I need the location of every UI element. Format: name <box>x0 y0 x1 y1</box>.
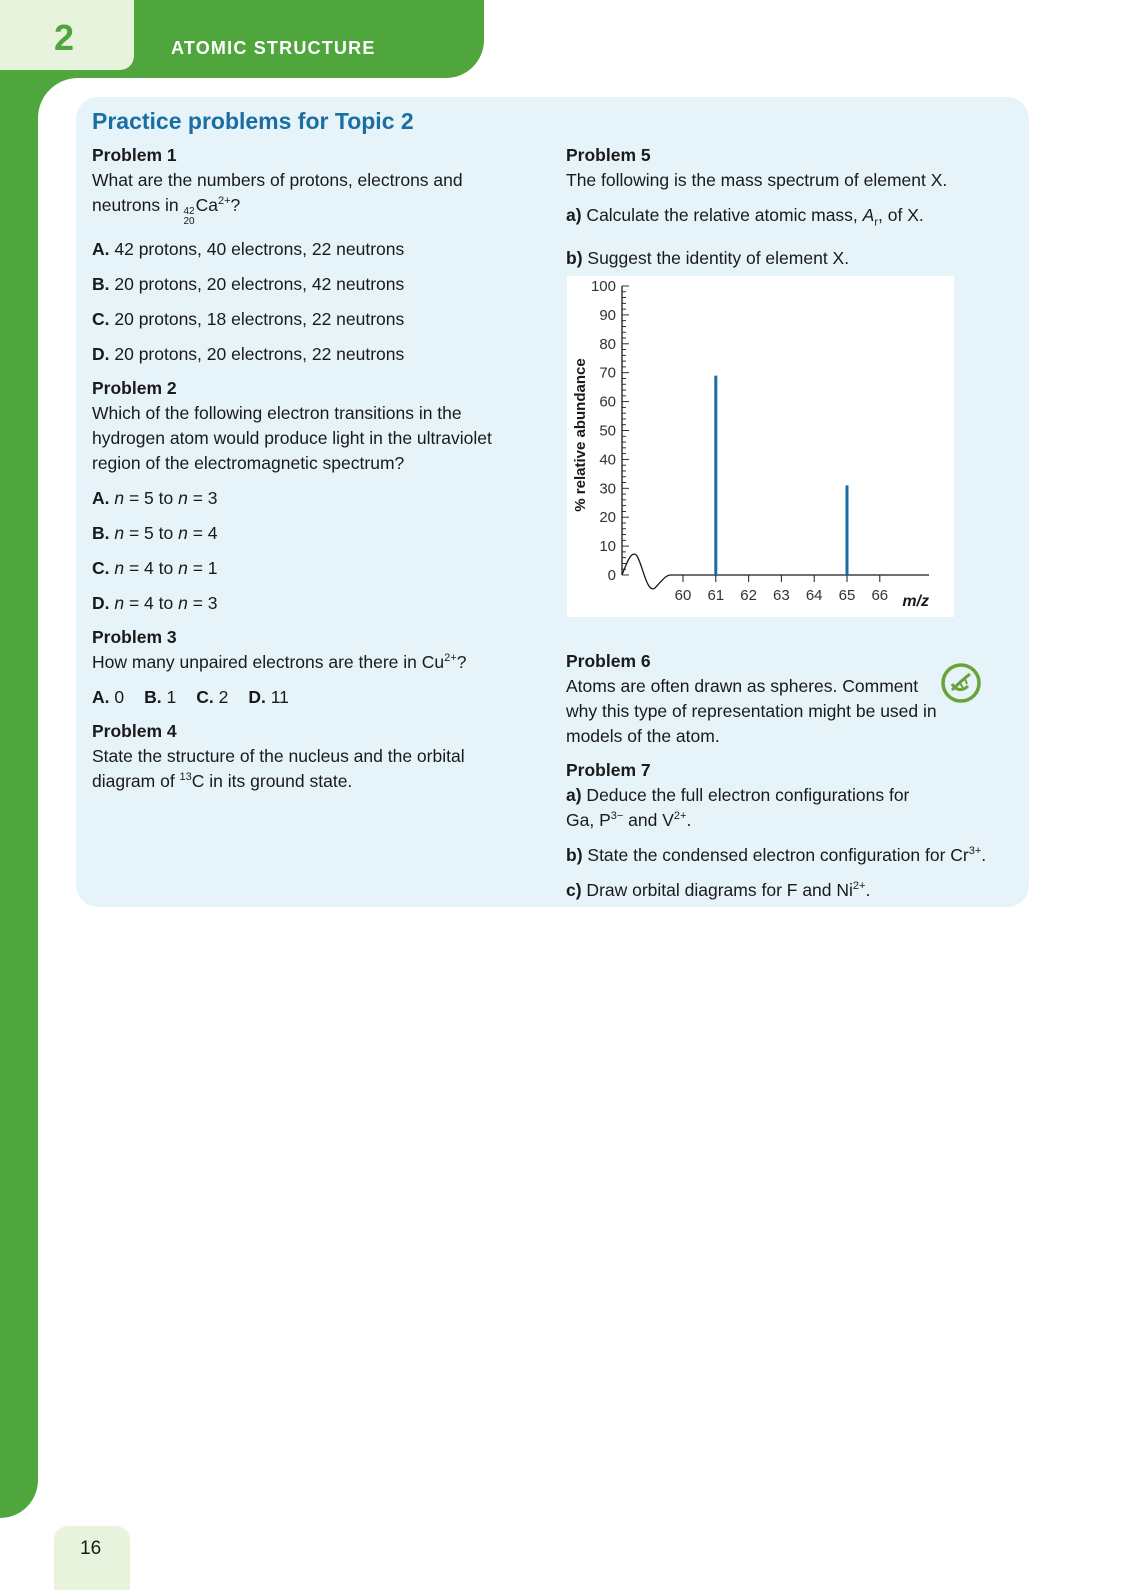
problem-3-option-b: B. 1 <box>144 687 177 707</box>
mass-spectrum-svg <box>567 276 954 617</box>
chart-y-tick-label: 30 <box>599 480 616 498</box>
problem-1-heading: Problem 1 <box>92 145 177 165</box>
chart-x-tick-label: 65 <box>838 587 856 604</box>
chart-y-tick-label: 60 <box>599 393 616 411</box>
chart-y-tick-label: 0 <box>607 567 616 584</box>
problem-6-heading: Problem 6 <box>566 650 651 671</box>
chart-x-axis <box>622 554 929 589</box>
chart-y-tick-label: 50 <box>599 422 616 440</box>
problem-2-option-a: A. n = 5 to n = 3 <box>92 488 218 508</box>
problem-6-text: Atoms are often drawn as spheres. Comment why this type of representation might be used in models of the atom. <box>566 675 937 746</box>
problem-5-heading: Problem 5 <box>566 145 651 165</box>
problem-2-option-b: B. n = 5 to n = 4 <box>92 523 218 543</box>
problem-7-part-c: c) Draw orbital diagrams for F and $Ni^{2+}$. <box>566 879 871 900</box>
chart-x-tick-label: 63 <box>773 587 790 604</box>
problem-3-option-d: D. 11 <box>248 687 289 707</box>
problem-1-option-b: B. 20 protons, 20 electrons, 42 neutrons <box>92 274 405 294</box>
chart-x-axis-label: m/z <box>902 593 929 610</box>
nuclide-notation: 42 20 <box>183 206 195 227</box>
chart-y-tick-label: 40 <box>599 451 616 469</box>
problem-3-option-c: C. 2 <box>196 687 229 707</box>
mass-spectrum-chart <box>567 276 954 617</box>
problem-3-question: How many unpaired electrons are there in $Cu^{2+}$? <box>92 652 467 672</box>
chart-x-tick-label: 64 <box>805 587 823 604</box>
chart-y-tick-label: 70 <box>599 364 616 382</box>
problem-3-options <box>92 685 532 710</box>
problem-4-heading: Problem 4 <box>92 721 177 741</box>
chart-x-tick-label: 61 <box>707 587 725 604</box>
chart-y-axis-label: % relative abundance <box>572 358 589 512</box>
chart-y-tick-label: 80 <box>599 335 616 353</box>
chart-x-tick-label: 60 <box>674 587 692 604</box>
page-number: 16 <box>80 1538 102 1559</box>
section-title: Practice problems for Topic 2 <box>92 108 414 134</box>
problem-2-heading: Problem 2 <box>92 378 177 398</box>
chart-x-tick-label: 62 <box>740 587 757 604</box>
problem-2-option-c: C. n = 4 to n = 1 <box>92 558 218 578</box>
left-column <box>92 143 532 794</box>
chart-x-tick-label: 66 <box>871 587 889 604</box>
chart-y-tick-label: 100 <box>590 278 616 295</box>
problem-7-heading: Problem 7 <box>566 759 651 780</box>
problem-5-intro: The following is the mass spectrum of element X. <box>566 170 948 190</box>
problem-3-option-a: A. 0 <box>92 687 125 707</box>
dna-simulation-icon <box>940 662 982 704</box>
chart-y-tick-label: 10 <box>599 538 616 556</box>
problem-3-heading: Problem 3 <box>92 627 177 647</box>
problem-7-part-a: a) Deduce the full electron configurations for Ga, $P^{3-}$ and $V^{2+}$. <box>566 784 910 830</box>
problem-1-question: What are the numbers of protons, electrons and neutrons in 42 20 $Ca^{2+}$? <box>92 170 463 227</box>
chapter-sidebar <box>0 0 38 1518</box>
problem-1-option-c: C. 20 protons, 18 electrons, 22 neutrons <box>92 309 405 329</box>
chapter-number: 2 <box>54 17 75 58</box>
chart-y-tick-label: 90 <box>599 306 616 324</box>
problem-1-option-d: D. 20 protons, 20 electrons, 22 neutrons <box>92 344 405 364</box>
problem-7-part-b: b) State the condensed electron configuration for $Cr^{3+}$. <box>566 844 987 865</box>
chapter-title: ATOMIC STRUCTURE <box>171 38 376 58</box>
problem-2-option-d: D. n = 4 to n = 3 <box>92 593 218 613</box>
chart-y-tick-label: 20 <box>599 509 616 527</box>
problem-1-option-a: A. 42 protons, 40 electrons, 22 neutrons <box>92 239 405 259</box>
problem-5-part-b: b) Suggest the identity of element X. <box>566 247 850 268</box>
problem-5-part-a: a) Calculate the relative atomic mass, $A_r$, of X. <box>566 205 924 229</box>
problem-4-question: State the structure of the nucleus and the orbital diagram of $^{13}$C in its ground state. <box>92 746 465 791</box>
problem-2-question: Which of the following electron transitions in the hydrogen atom would produce light in the ultraviolet region of the electromagnetic spectrum? <box>92 403 492 473</box>
